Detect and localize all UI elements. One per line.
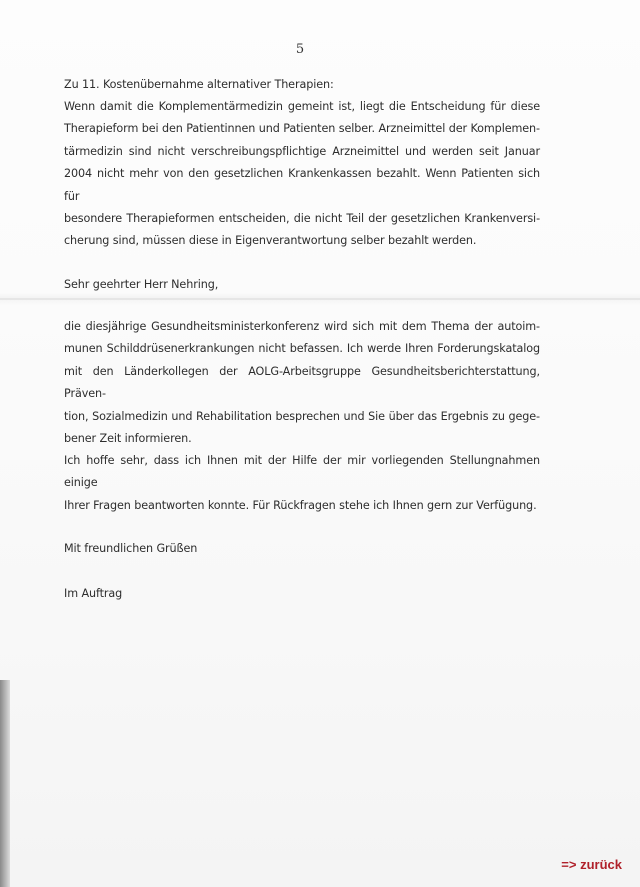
back-link[interactable]: => zurück bbox=[561, 857, 622, 872]
text-line: Ich hoffe sehr, dass ich Ihnen mit der Hilfe der mir vorliegenden Stellungnahmen einige bbox=[64, 454, 540, 490]
paper-fold-line bbox=[0, 298, 640, 300]
text-line: Ihrer Fragen beantworten konnte. Für Rückfragen stehe ich Ihnen gern zur Verfügung. bbox=[64, 498, 537, 512]
text-line: mit den Länderkollegen der AOLG-Arbeitsgruppe Gesundheitsberichterstattung, Präven- bbox=[64, 364, 540, 401]
text-line: die diesjährige Gesundheitsministerkonferenz wird sich mit dem Thema der autoim- bbox=[64, 320, 540, 333]
text-line: munen Schilddrüsenerkrankungen nicht befassen. Ich werde Ihren Forderungskatalog bbox=[64, 342, 540, 356]
salutation: Sehr geehrter Herr Nehring, bbox=[64, 278, 219, 291]
section-body bbox=[64, 96, 540, 253]
page-number: 5 bbox=[295, 42, 305, 57]
text-line: Wenn damit die Komplementärmedizin gemeint ist, liegt die Entscheidung für diese bbox=[64, 100, 540, 113]
signature-line: Im Auftrag bbox=[64, 587, 123, 600]
text-line: cherung sind, müssen diese in Eigenverantwortung selber bezahlt werden. bbox=[64, 234, 477, 248]
text-line: tärmedizin sind nicht verschreibungspflichtige Arzneimittel und werden seit Januar bbox=[64, 144, 540, 158]
text-line: besondere Therapieformen entscheiden, die nicht Teil der gesetzlichen Krankenversi- bbox=[64, 212, 540, 226]
letter-paragraph-2 bbox=[64, 450, 540, 517]
text-line: tion, Sozialmedizin und Rehabilitation besprechen und Sie über das Ergebnis zu gege- bbox=[64, 409, 540, 423]
text-line: bener Zeit informieren. bbox=[64, 432, 192, 446]
closing: Mit freundlichen Grüßen bbox=[64, 542, 198, 555]
section-heading: Zu 11. Kostenübernahme alternativer Therapien: bbox=[64, 78, 334, 91]
text-line: Therapieform bei den Patientinnen und Patienten selber. Arzneimittel der Komplemen- bbox=[64, 122, 540, 136]
letter-paragraph-1 bbox=[64, 316, 540, 450]
scan-edge-shadow bbox=[0, 680, 10, 887]
text-line: 2004 nicht mehr von den gesetzlichen Krankenkassen bezahlt. Wenn Patienten sich für bbox=[64, 167, 540, 203]
